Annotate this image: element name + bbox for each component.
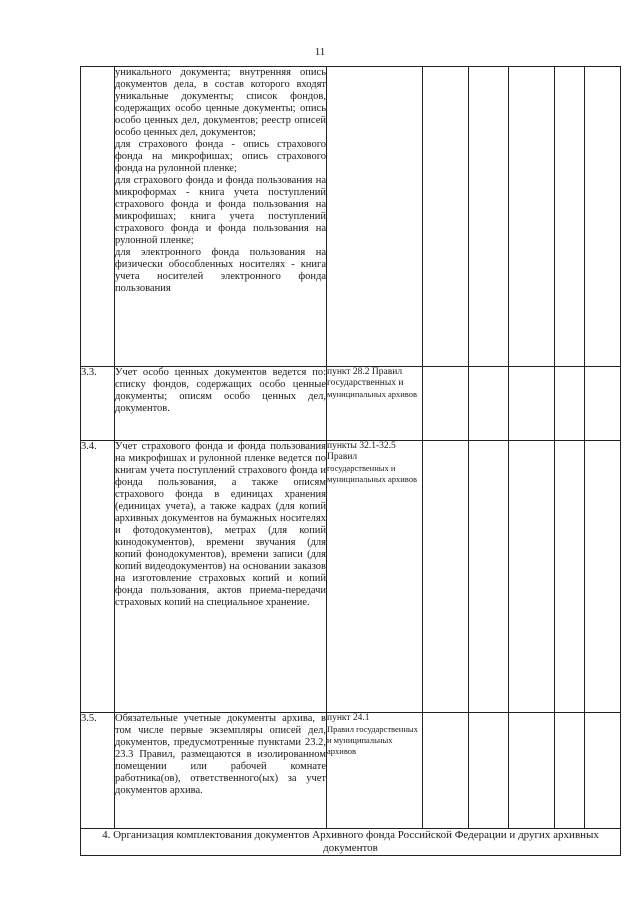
- empty-cell: [469, 713, 509, 829]
- empty-cell: [555, 67, 585, 367]
- empty-cell: [585, 441, 621, 713]
- legal-reference: [327, 441, 423, 713]
- empty-cell: [423, 441, 469, 713]
- continuation-paragraph: для страхового фонда и фонда пользования на микроформах - книга учета поступлений страхового фонда и фонда пользования на микрофишах; книга учета поступлений страхового фонда и фонда пользования на рулонной пленке;: [115, 175, 326, 246]
- empty-cell: [423, 67, 469, 367]
- ref-main: пункты 32.1-32.5 Правил: [327, 441, 396, 462]
- row-number: 3.5.: [81, 713, 115, 829]
- row-number: 3.4.: [81, 441, 115, 713]
- table-row-3-3: [81, 367, 621, 441]
- ref-small: Правил государственных и муниципальных архивов: [327, 724, 418, 756]
- empty-cell: [423, 713, 469, 829]
- table-row-3-4: [81, 441, 621, 713]
- requirements-table: [80, 66, 621, 856]
- ref-main: пункт 28.2 Правил государственных и: [327, 367, 404, 388]
- empty-cell: [509, 67, 555, 367]
- empty-cell: [469, 441, 509, 713]
- requirement-text: Обязательные учетные документы архива, в том числе первые экземпляры описей дел, документов, предусмотренные пунктами 23.2, 23.3 Правил, размещаются в изолированном помещении или рабочей комнате работника(ов), ответственного(ых) за учет документов архива.: [115, 713, 327, 829]
- empty-cell: [509, 713, 555, 829]
- empty-cell: [469, 67, 509, 367]
- requirement-text: Учет страхового фонда и фонда пользования на микрофишах и рулонной пленке ведется по книгам учета поступлений страхового фонда и фонда пользования, а также описям страхового фонда в единицах хранения (единицах учета), а также кадрах (для копий архивных документов на бумажных носителях и фотодокументов), метрах (для копий кинодокументов), времени звучания (для копий фонодокументов), времени записи (для копий видеодокументов) на основании заказов на изготовление страховых копий и копий фонда пользования, актов приема-передачи страховых копий на специальное хранение.: [115, 441, 327, 713]
- requirement-text: Учет особо ценных документов ведется по: списку фондов, содержащих особо ценные документы; описям особо ценных дел, документов.: [115, 367, 327, 441]
- empty-cell: [555, 441, 585, 713]
- empty-cell: [555, 713, 585, 829]
- text-cell: [115, 67, 327, 367]
- empty-cell: [509, 367, 555, 441]
- empty-cell: [555, 367, 585, 441]
- empty-cell: [585, 713, 621, 829]
- ref-main: пункт 24.1: [327, 713, 370, 723]
- continuation-paragraph: уникального документа; внутренняя опись документов дела, в состав которого входят уникальные документы; список фондов, содержащих особо ценные документы; опись особо ценных дел, документов; реестр описей особо ценных дел, документов;: [115, 67, 326, 138]
- legal-reference: [327, 713, 423, 829]
- empty-cell: [585, 67, 621, 367]
- continuation-paragraph: для страхового фонда - опись страхового фонда на микрофишах; опись страхового фонда на рулонной пленке;: [115, 139, 326, 174]
- table-row-continuation: [81, 67, 621, 367]
- ref-small: государственных и муниципальных архивов: [327, 463, 418, 484]
- empty-cell: [423, 367, 469, 441]
- num-cell: [81, 67, 115, 367]
- ref-cell: [327, 67, 423, 367]
- ref-small: муниципальных архивов: [327, 389, 418, 399]
- page-number: 11: [314, 46, 326, 58]
- legal-reference: [327, 367, 423, 441]
- section-title: 4. Организация комплектования документов Архивного фонда Российской Федерации и других архивных документов: [81, 829, 621, 856]
- row-number: 3.3.: [81, 367, 115, 441]
- empty-cell: [509, 441, 555, 713]
- table-row-3-5: [81, 713, 621, 829]
- continuation-paragraph: для электронного фонда пользования на физически обособленных носителях - книга учета носителей электронного фонда пользования: [115, 247, 326, 294]
- empty-cell: [469, 367, 509, 441]
- section-row: [81, 829, 621, 856]
- empty-cell: [585, 367, 621, 441]
